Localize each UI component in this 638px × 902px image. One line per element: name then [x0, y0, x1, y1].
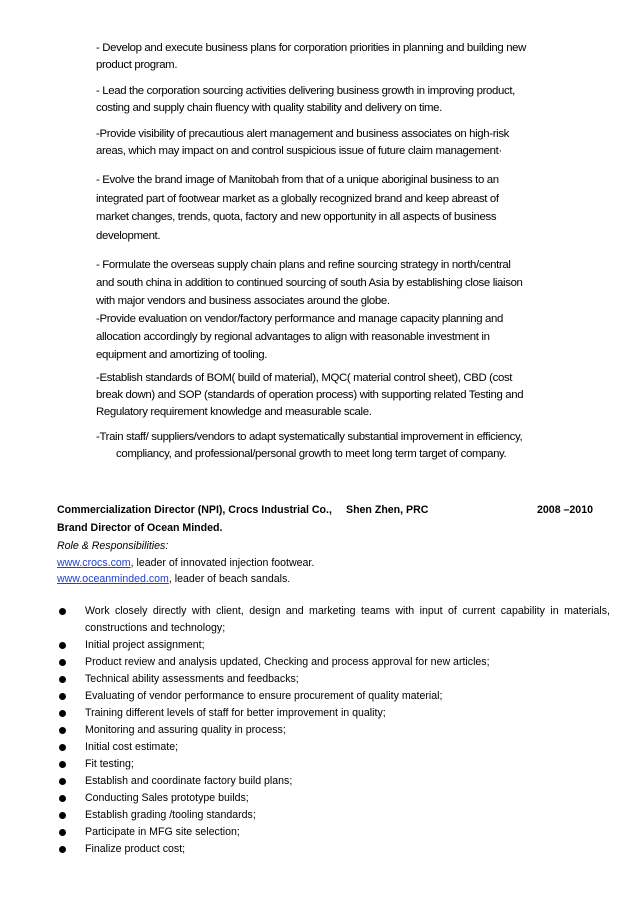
- list-item: [58, 807, 610, 824]
- list-item: [58, 790, 610, 807]
- list-item: [58, 654, 610, 671]
- list-item: [58, 688, 610, 705]
- paragraph-line: with major vendors and business associates around the globe.: [96, 295, 390, 307]
- list-item: [58, 603, 610, 637]
- paragraph-line: and south china in addition to continued sourcing of south Asia by establishing close liaison: [96, 277, 523, 289]
- job-dates: 2008 –2010: [537, 504, 593, 516]
- crocs-link[interactable]: www.crocs.com: [57, 557, 131, 569]
- company-link-line: [57, 557, 602, 569]
- paragraph-lead-sourcing: [96, 83, 551, 117]
- list-item-text: Establish grading /tooling standards;: [85, 809, 256, 821]
- list-item: [58, 841, 610, 858]
- job-header: [57, 504, 602, 520]
- job-title-company: Commercialization Director (NPI), Crocs Industrial Co.,: [57, 504, 332, 516]
- company-link-line: [57, 573, 602, 585]
- list-item-text: Work closely directly with client, design and marketing teams with input of current capability in materials, constructions and technology;: [85, 605, 610, 634]
- list-item: [58, 756, 610, 773]
- paragraph-line: -Provide evaluation on vendor/factory performance and manage capacity planning and: [96, 313, 503, 325]
- paragraph-line: compliancy, and professional/personal growth to meet long term target of company.: [116, 448, 507, 460]
- paragraph-line: market changes, trends, quota, factory and new opportunity in all aspects of business: [96, 211, 497, 223]
- list-item: [58, 637, 610, 654]
- paragraph-line: - Evolve the brand image of Manitobah from that of a unique aboriginal business to an: [96, 174, 499, 186]
- link-description: , leader of beach sandals.: [168, 573, 291, 585]
- paragraph-line: - Formulate the overseas supply chain plans and refine sourcing strategy in north/central: [96, 259, 511, 271]
- paragraph-line: -Train staff/ suppliers/vendors to adapt systematically substantial improvement in efficiency,: [96, 431, 523, 443]
- paragraph-line: break down) and SOP (standards of operation process) with supporting related Testing and: [96, 389, 524, 401]
- paragraph-line: -Provide visibility of precautious alert management and business associates on high-risk: [96, 128, 510, 140]
- paragraph-line: - Lead the corporation sourcing activities delivering business growth in improving product,: [96, 85, 515, 97]
- job-location: Shen Zhen, PRC: [346, 504, 429, 516]
- paragraph-establish-standards: [96, 370, 551, 421]
- list-item: [58, 773, 610, 790]
- list-item: [58, 824, 610, 841]
- role-label: Role & Responsibilities:: [57, 540, 169, 552]
- list-item-text: Initial cost estimate;: [85, 741, 179, 753]
- paragraph-train-staff: [96, 429, 551, 463]
- oceanminded-link[interactable]: www.oceanminded.com: [57, 573, 169, 585]
- list-item-text: Initial project assignment;: [85, 639, 205, 651]
- list-item-text: Finalize product cost;: [85, 843, 186, 855]
- list-item-text: Technical ability assessments and feedbacks;: [85, 673, 299, 685]
- list-item-text: Establish and coordinate factory build plans;: [85, 775, 293, 787]
- list-item: [58, 722, 610, 739]
- paragraph-line: allocation accordingly by regional advantages to align with reasonable investment in: [96, 331, 490, 343]
- list-item-text: Product review and analysis updated, Checking and process approval for new articles;: [85, 656, 490, 668]
- list-item-text: Participate in MFG site selection;: [85, 826, 240, 838]
- brand-title: Brand Director of Ocean Minded.: [57, 522, 223, 534]
- list-item: [58, 705, 610, 722]
- paragraph-line: development.: [96, 229, 161, 242]
- paragraph-line: integrated part of footwear market as a globally recognized brand and keep abreast of: [96, 192, 499, 205]
- paragraph-line: -Establish standards of BOM( build of material), MQC( material control sheet), CBD (cost: [96, 372, 513, 384]
- list-item-text: Fit testing;: [85, 758, 134, 770]
- paragraph-line: product program.: [96, 59, 178, 71]
- paragraph-line: equipment and amortizing of tooling.: [96, 349, 268, 361]
- list-item-text: Training different levels of staff for better improvement in quality;: [85, 707, 386, 719]
- responsibilities-list: [58, 603, 610, 858]
- list-item: [58, 671, 610, 688]
- paragraph-provide-visibility: [96, 126, 551, 160]
- paragraph-formulate-supply-chain: [96, 256, 551, 364]
- paragraph-line: costing and supply chain fluency with quality stability and delivery on time.: [96, 102, 442, 114]
- paragraph-evolve-brand: [96, 171, 551, 245]
- list-item-text: Conducting Sales prototype builds;: [85, 792, 249, 804]
- list-item-text: Evaluating of vendor performance to ensure procurement of quality material;: [85, 690, 443, 702]
- list-item: [58, 739, 610, 756]
- link-description: , leader of innovated injection footwear.: [130, 557, 315, 569]
- paragraph-line: - Develop and execute business plans for corporation priorities in planning and building new: [96, 42, 527, 54]
- paragraph-line: areas, which may impact on and control suspicious issue of future claim management·: [96, 145, 502, 157]
- list-item-text: Monitoring and assuring quality in process;: [85, 724, 286, 736]
- paragraph-line: Regulatory requirement knowledge and measurable scale.: [96, 406, 372, 418]
- paragraph-develop-business-plans: [96, 40, 551, 74]
